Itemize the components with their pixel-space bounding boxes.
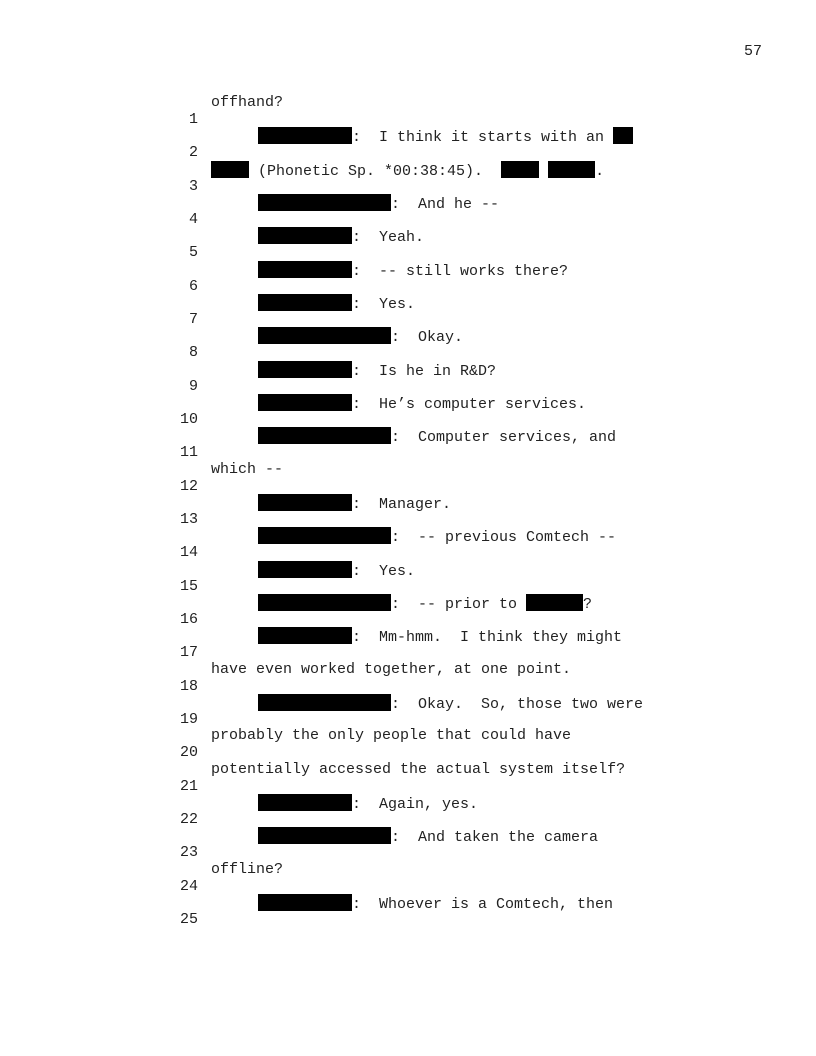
transcript-line xyxy=(0,427,617,461)
redaction-block xyxy=(258,794,352,811)
line-text: ? xyxy=(583,596,593,613)
line-number: 16 xyxy=(179,611,198,628)
line-content xyxy=(258,294,415,313)
redaction-block xyxy=(548,161,595,178)
transcript-line xyxy=(0,494,452,528)
line-text: : And taken the camera xyxy=(391,829,599,846)
transcript-line xyxy=(0,861,284,895)
line-number: 8 xyxy=(188,344,198,361)
line-content xyxy=(258,394,586,413)
transcript-line xyxy=(0,227,425,261)
redaction-block xyxy=(258,827,391,844)
transcript-line xyxy=(0,727,572,761)
line-number: 6 xyxy=(188,278,198,295)
line-content xyxy=(258,194,499,213)
line-text: : Computer services, and xyxy=(391,429,617,446)
line-number: 11 xyxy=(179,444,198,461)
line-text: : Mm-hmm. I think they might xyxy=(352,629,623,646)
line-number: 25 xyxy=(179,911,198,928)
line-number: 13 xyxy=(179,511,198,528)
redaction-block xyxy=(258,194,391,211)
line-content xyxy=(258,561,415,580)
line-text: . xyxy=(595,163,605,180)
line-number: 1 xyxy=(188,111,198,128)
transcript-line xyxy=(0,261,569,295)
transcript-line xyxy=(0,94,284,128)
line-content xyxy=(258,794,478,813)
line-number: 17 xyxy=(179,644,198,661)
redaction-block xyxy=(258,294,352,311)
line-text: (Phonetic Sp. *00:38:45). xyxy=(249,163,502,180)
line-number: 23 xyxy=(179,844,198,861)
redaction-block xyxy=(258,227,352,244)
page-number: 57 xyxy=(743,43,762,60)
redaction-block xyxy=(258,261,352,278)
line-number: 10 xyxy=(179,411,198,428)
line-content xyxy=(258,527,616,546)
transcript-line xyxy=(0,894,614,928)
transcript-line xyxy=(0,294,416,328)
line-number: 24 xyxy=(179,878,198,895)
line-text: : Again, yes. xyxy=(352,796,479,813)
transcript-line xyxy=(0,661,572,695)
line-content xyxy=(258,427,616,446)
redaction-block xyxy=(211,161,249,178)
line-number: 4 xyxy=(188,211,198,228)
line-number: 20 xyxy=(179,744,198,761)
line-text: : -- previous Comtech -- xyxy=(391,529,617,546)
transcript-line xyxy=(0,161,605,195)
line-text: : I think it starts with an xyxy=(352,129,614,146)
line-number: 2 xyxy=(188,144,198,161)
line-content xyxy=(258,894,613,913)
line-text: : Yeah. xyxy=(352,229,425,246)
line-content xyxy=(258,127,633,146)
redaction-block xyxy=(258,394,352,411)
transcript-line xyxy=(0,127,614,161)
redaction-block xyxy=(526,594,583,611)
transcript-line xyxy=(0,327,464,361)
line-text: : He’s computer services. xyxy=(352,396,587,413)
transcript-line xyxy=(0,194,500,228)
line-content xyxy=(258,327,463,346)
line-text: potentially accessed the actual system itself? xyxy=(211,761,626,778)
redaction-block xyxy=(258,561,352,578)
line-text: offhand? xyxy=(211,94,284,111)
redaction-block xyxy=(613,127,633,144)
transcript-line xyxy=(0,627,623,661)
line-number: 12 xyxy=(179,478,198,495)
redaction-block xyxy=(258,627,352,644)
redaction-block xyxy=(258,127,352,144)
line-number: 5 xyxy=(188,244,198,261)
line-text: have even worked together, at one point. xyxy=(211,661,572,678)
line-text: : Okay. So, those two were xyxy=(391,696,644,713)
line-number: 15 xyxy=(179,578,198,595)
line-text: : Yes. xyxy=(352,563,416,580)
line-number: 7 xyxy=(188,311,198,328)
transcript-line xyxy=(0,827,599,861)
transcript-line xyxy=(0,694,644,728)
line-number: 3 xyxy=(188,178,198,195)
transcript-line xyxy=(0,461,284,495)
transcript-line xyxy=(0,794,479,828)
line-content xyxy=(258,827,598,846)
redaction-block xyxy=(258,594,391,611)
redaction-block xyxy=(258,494,352,511)
line-content xyxy=(258,594,592,613)
transcript-line xyxy=(0,594,593,628)
redaction-block xyxy=(258,894,352,911)
redaction-block xyxy=(258,427,391,444)
line-content xyxy=(258,261,568,280)
line-number: 22 xyxy=(179,811,198,828)
line-text: : Okay. xyxy=(391,329,464,346)
line-number: 18 xyxy=(179,678,198,695)
redaction-block xyxy=(258,694,391,711)
line-text: : And he -- xyxy=(391,196,500,213)
line-text: : Manager. xyxy=(352,496,452,513)
line-text: offline? xyxy=(211,861,284,878)
line-content xyxy=(211,161,604,180)
line-content xyxy=(258,627,622,646)
redaction-block xyxy=(258,327,391,344)
redaction-block xyxy=(501,161,539,178)
transcript-line xyxy=(0,761,626,795)
line-content xyxy=(258,694,643,713)
line-text: : -- still works there? xyxy=(352,263,569,280)
line-text: : Is he in R&D? xyxy=(352,363,497,380)
line-text: : -- prior to xyxy=(391,596,527,613)
line-content xyxy=(258,361,496,380)
line-number: 21 xyxy=(179,778,198,795)
line-number: 14 xyxy=(179,544,198,561)
redaction-block xyxy=(258,527,391,544)
line-text: which -- xyxy=(211,461,284,478)
transcript-line xyxy=(0,361,497,395)
line-content xyxy=(258,494,451,513)
redaction-block xyxy=(258,361,352,378)
line-content xyxy=(258,227,424,246)
line-text: : Whoever is a Comtech, then xyxy=(352,896,614,913)
transcript-line xyxy=(0,394,587,428)
transcript-line xyxy=(0,527,617,561)
transcript-line xyxy=(0,561,416,595)
line-text: probably the only people that could have xyxy=(211,727,572,744)
line-text: : Yes. xyxy=(352,296,416,313)
line-number: 9 xyxy=(188,378,198,395)
line-number: 19 xyxy=(179,711,198,728)
